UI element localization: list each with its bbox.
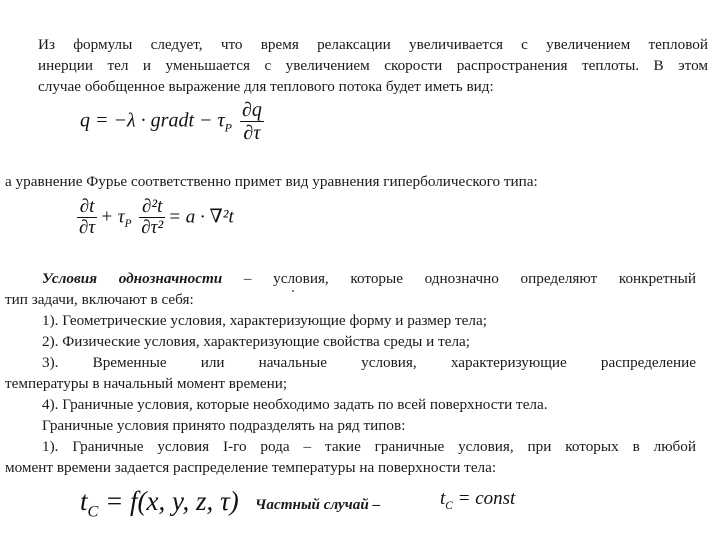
boundary-type-1: 1). Граничные условия I-го рода – такие граничные условия, при которых в любой (42, 438, 696, 455)
boundary-temperature-formula-subscript: C (87, 502, 99, 521)
condition-temporal-cont: температуры в начальный момент времени; (5, 375, 288, 392)
hyperbolic-equation (74, 197, 234, 239)
special-case-label (255, 494, 380, 515)
conditions-line-1 (42, 268, 696, 289)
stray-dot (292, 290, 294, 292)
condition-physical: 2). Физические условия, характеризующие свойства среды и тела; (42, 333, 471, 350)
first-derivative-denominator: ∂τ (79, 216, 96, 238)
conditions-heading: Условия однозначности (42, 270, 223, 287)
conditions-line-2: тип задачи, включают в себя: (5, 291, 194, 308)
fourier-intro: а уравнение Фурье соответственно примет вид уравнения гиперболического типа: (5, 173, 538, 190)
condition-boundary: 4). Граничные условия, которые необходимо задать по всей поверхности тела. (42, 396, 548, 413)
heat-flux-derivative (240, 100, 264, 144)
intro-line-3: случае обобщенное выражение для теплового потока будет иметь вид: (38, 78, 494, 95)
special-case-label-text: Частный случай – (255, 496, 381, 513)
intro-line-2: инерции тел и уменьшается с увеличением скорости распространения теплоты. В этом (38, 57, 708, 74)
second-derivative-numerator: ∂²t (139, 197, 165, 218)
boundary-types-intro: Граничные условия принято подразделять на ряд типов: (42, 417, 406, 434)
constant-temperature-formula-lhs: t (440, 488, 446, 509)
second-derivative-denominator: ∂τ² (141, 216, 164, 238)
heat-flux-formula-lhs: q = −λ · gradt − τ (80, 109, 225, 132)
boundary-temperature-formula-lhs: t (80, 486, 88, 516)
heat-flux-formula (80, 100, 267, 144)
first-derivative-numerator: ∂t (77, 197, 97, 218)
second-derivative (139, 197, 165, 239)
boundary-type-1-cont: момент времени задается распределение температуры на поверхности тела: (5, 459, 497, 476)
hyperbolic-equation-plus: + τ (100, 206, 125, 228)
constant-temperature-formula-subscript: C (445, 499, 453, 512)
condition-geometric: 1). Геометрические условия, характеризующие форму и размер тела; (42, 312, 487, 329)
constant-temperature-formula (440, 488, 515, 512)
heat-flux-derivative-denominator: ∂τ (243, 122, 261, 144)
first-derivative (77, 197, 97, 239)
boundary-temperature-formula-rhs: = f(x, y, z, τ) (98, 486, 239, 516)
intro-line-1: Из формулы следует, что время релаксации увеличивается с увеличением тепловой (38, 36, 708, 53)
heat-flux-derivative-numerator: ∂q (242, 99, 262, 121)
hyperbolic-equation-rhs: = a · ∇²t (168, 206, 234, 228)
hyperbolic-equation-subscript: P (124, 218, 132, 231)
conditions-line-1-rest: – условия, которые однозначно определяют конкретный (222, 270, 696, 287)
boundary-temperature-formula (80, 486, 239, 521)
condition-temporal: 3). Временные или начальные условия, характеризующие распределение (42, 354, 696, 371)
heat-flux-formula-subscript: P (224, 120, 232, 135)
constant-temperature-formula-rhs: = const (452, 488, 516, 509)
